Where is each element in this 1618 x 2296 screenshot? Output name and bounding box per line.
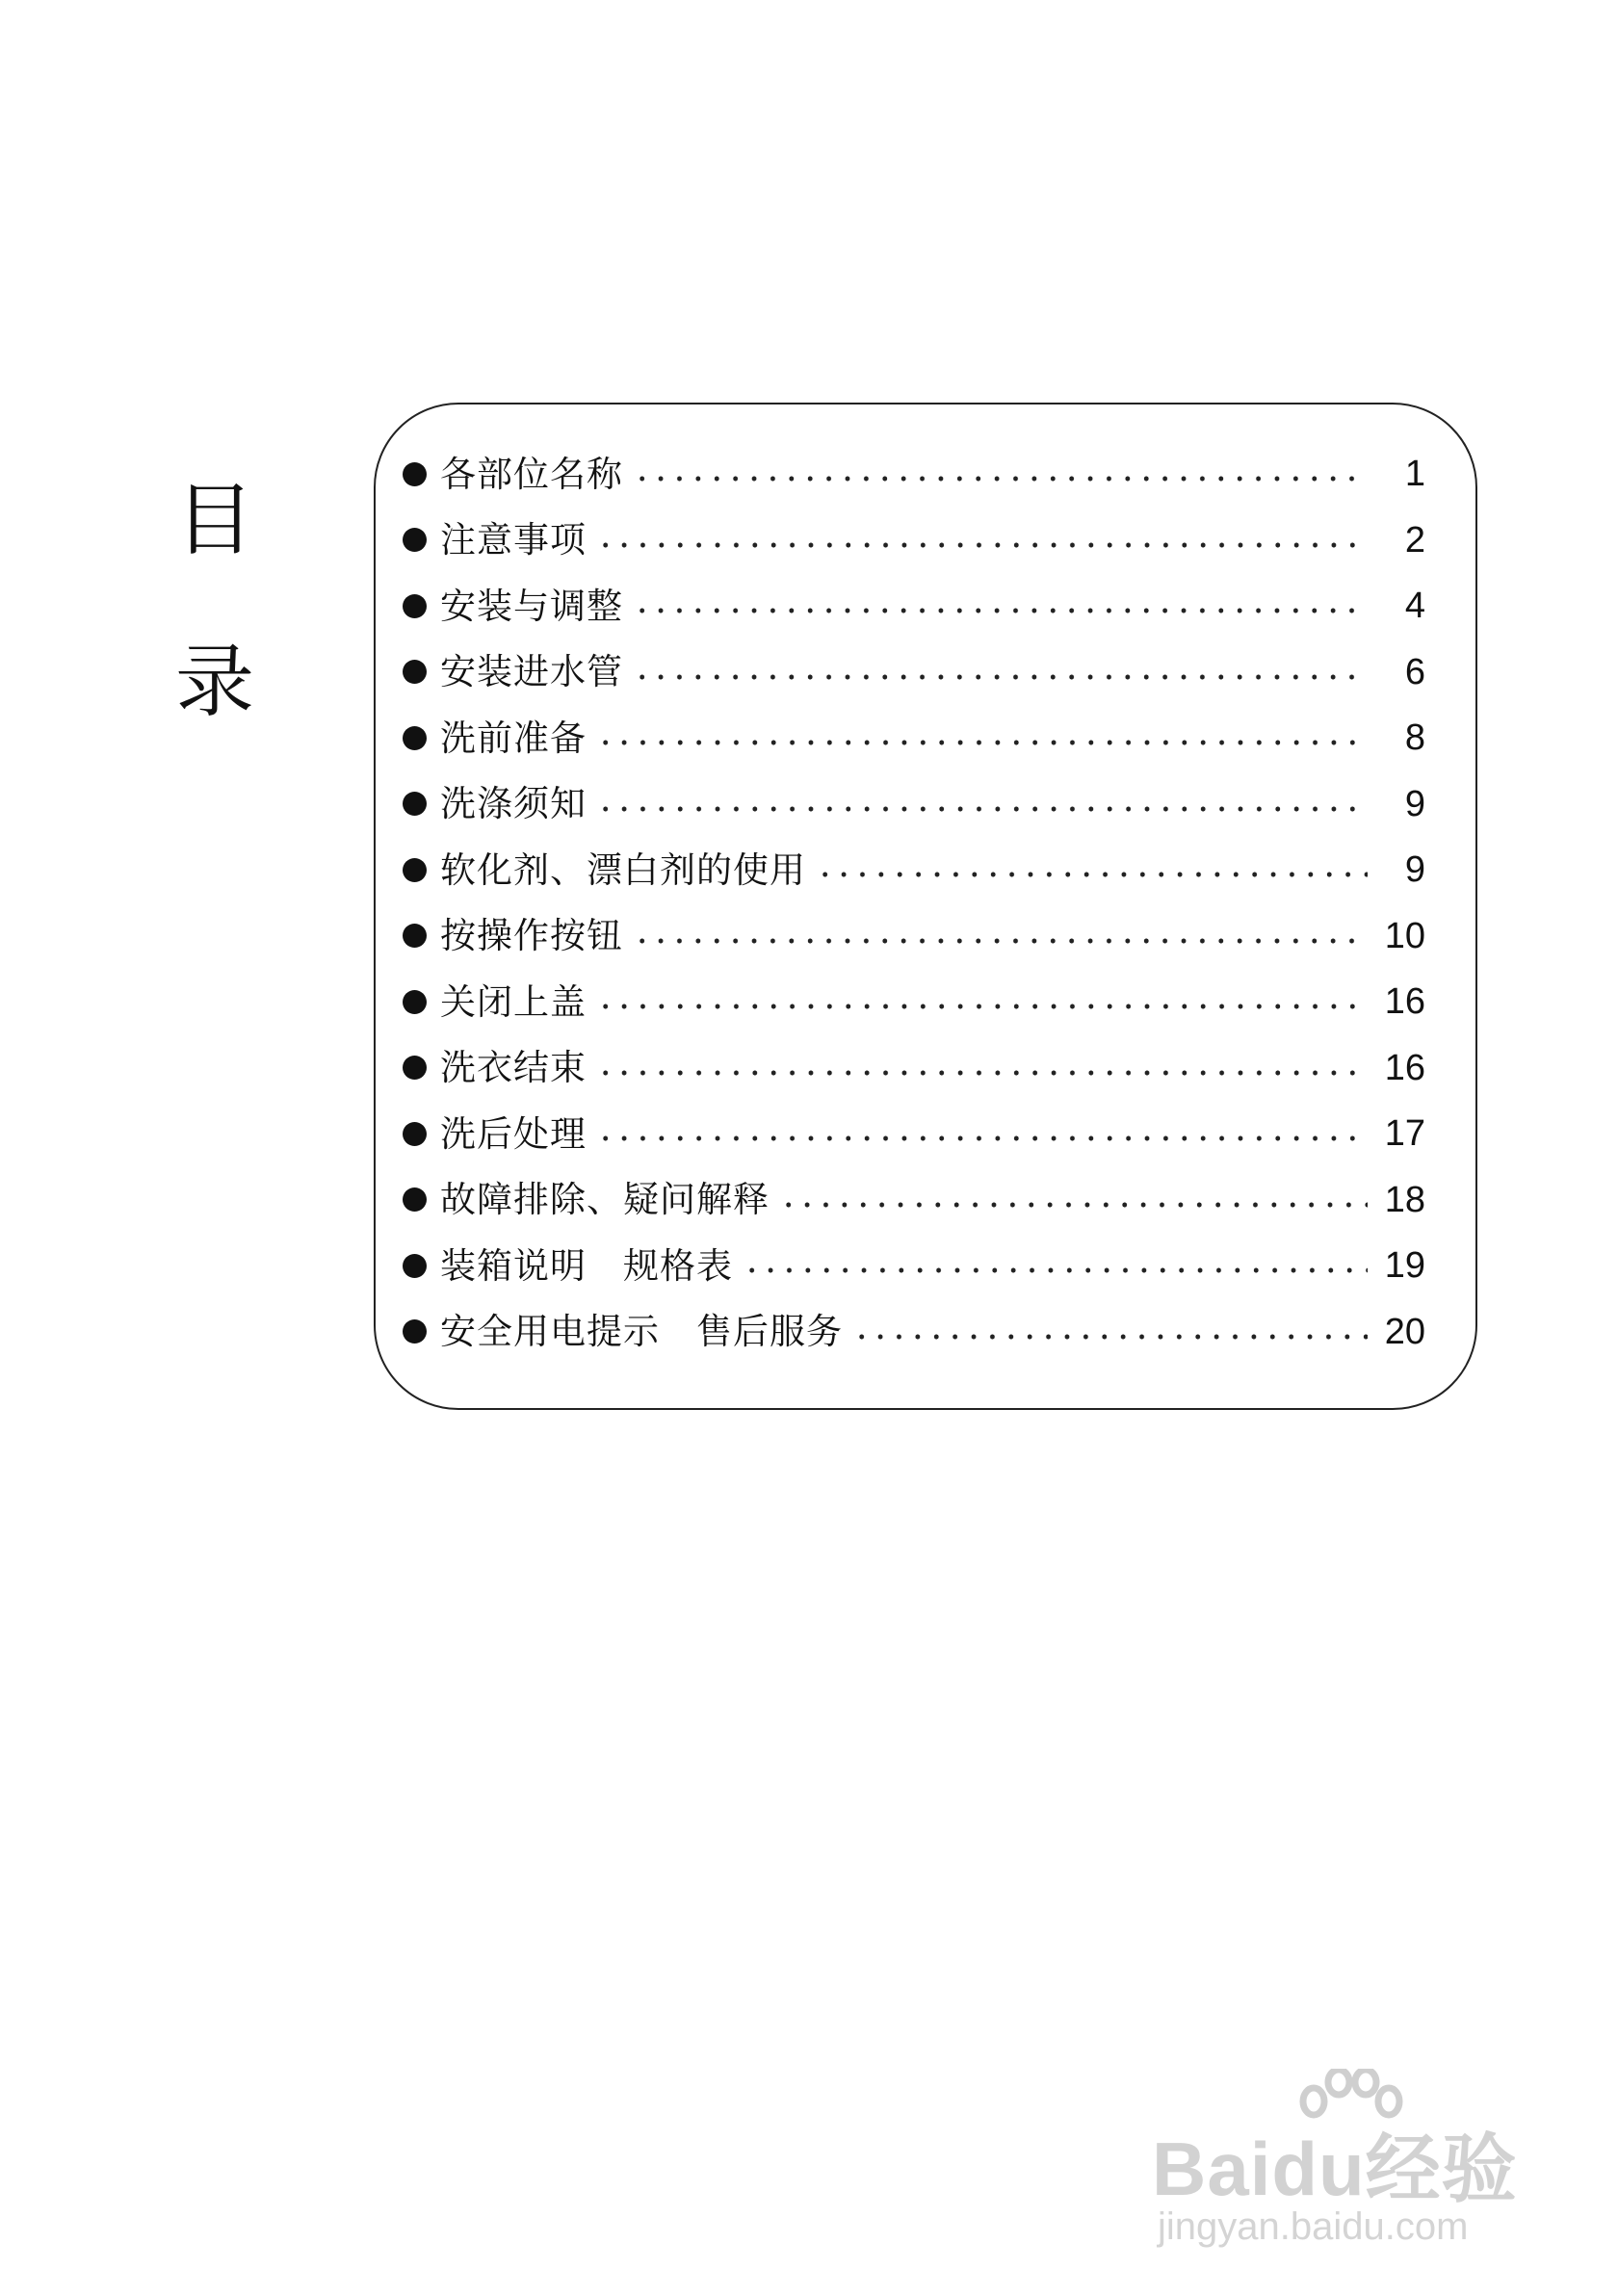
toc-page-number: 18 — [1384, 1179, 1425, 1220]
toc-list — [403, 441, 1425, 1365]
toc-page-number: 9 — [1404, 849, 1425, 891]
toc-page-number: 9 — [1404, 783, 1425, 824]
page-title-char-2: 录 — [174, 637, 254, 728]
leader-dots — [743, 1267, 1368, 1273]
toc-entry[interactable] — [403, 705, 1425, 771]
toc-page-number: 16 — [1384, 1047, 1425, 1088]
toc-entry[interactable] — [403, 573, 1425, 639]
leader-dots — [596, 806, 1368, 812]
watermark-url: jingyan.baidu.com — [1158, 2205, 1469, 2248]
leader-dots — [633, 674, 1368, 680]
toc-entry-title: 故障排除、疑问解释 — [440, 1179, 770, 1221]
bullet-icon — [403, 1319, 427, 1344]
toc-page-number: 16 — [1384, 981, 1425, 1023]
toc-entry[interactable] — [403, 903, 1425, 970]
toc-entry-title: 关闭上盖 — [440, 980, 587, 1023]
leader-dots — [596, 1070, 1368, 1076]
toc-entry[interactable] — [403, 837, 1425, 903]
toc-entry[interactable] — [403, 969, 1425, 1035]
toc-page-number: 20 — [1384, 1311, 1425, 1352]
toc-page-number: 4 — [1404, 586, 1425, 627]
toc-entry[interactable] — [403, 639, 1425, 706]
toc-entry-title: 按操作按钮 — [440, 915, 623, 957]
bullet-icon — [403, 1122, 427, 1146]
toc-entry-title: 洗涤须知 — [440, 783, 587, 825]
toc-entry[interactable] — [403, 508, 1425, 574]
leader-dots — [633, 476, 1368, 482]
toc-entry-title: 安装进水管 — [440, 651, 623, 693]
toc-entry-title: 各部位名称 — [440, 453, 623, 495]
bullet-icon — [403, 660, 427, 684]
toc-entry-title: 装箱说明 规格表 — [440, 1244, 733, 1287]
page-title-char-1: 目 — [174, 475, 254, 566]
leader-dots — [596, 1004, 1368, 1009]
toc-entry-title: 安装与调整 — [440, 585, 623, 627]
table-of-contents — [374, 403, 1477, 1410]
toc-entry[interactable] — [403, 1299, 1425, 1366]
toc-entry-title: 洗后处理 — [440, 1112, 587, 1155]
bullet-icon — [403, 726, 427, 750]
toc-entry-title: 软化剂、漂白剂的使用 — [440, 848, 806, 891]
bullet-icon — [403, 858, 427, 882]
toc-entry-title: 安全用电提示 售后服务 — [440, 1311, 843, 1353]
bullet-icon — [403, 594, 427, 618]
toc-entry-title: 洗前准备 — [440, 717, 587, 759]
leader-dots — [633, 608, 1368, 613]
leader-dots — [816, 872, 1368, 877]
toc-entry[interactable] — [403, 1233, 1425, 1299]
leader-dots — [596, 740, 1368, 745]
leader-dots — [779, 1202, 1368, 1208]
bullet-icon — [403, 990, 427, 1014]
bullet-icon — [403, 1187, 427, 1212]
toc-page-number: 17 — [1384, 1113, 1425, 1155]
toc-page-number: 19 — [1384, 1245, 1425, 1287]
bullet-icon — [403, 792, 427, 816]
baidu-jingyan-watermark — [1152, 2069, 1556, 2261]
leader-dots — [852, 1334, 1368, 1340]
bullet-icon — [403, 924, 427, 948]
toc-page-number: 2 — [1404, 519, 1425, 561]
page-title — [171, 475, 258, 728]
watermark-brand: Baidu经验 — [1152, 2126, 1518, 2211]
bullet-icon — [403, 1254, 427, 1278]
toc-entry-title: 注意事项 — [440, 519, 587, 561]
toc-entry[interactable] — [403, 1035, 1425, 1102]
toc-page-number: 6 — [1404, 651, 1425, 692]
toc-entry[interactable] — [403, 441, 1425, 508]
toc-entry[interactable] — [403, 1101, 1425, 1167]
toc-page-number: 10 — [1384, 915, 1425, 956]
leader-dots — [596, 542, 1368, 548]
toc-entry[interactable] — [403, 1167, 1425, 1234]
bullet-icon — [403, 528, 427, 552]
bullet-icon — [403, 462, 427, 486]
toc-page-number: 1 — [1404, 454, 1425, 495]
toc-page-number: 8 — [1404, 718, 1425, 759]
leader-dots — [596, 1135, 1368, 1141]
bullet-icon — [403, 1056, 427, 1080]
toc-entry[interactable] — [403, 771, 1425, 838]
toc-entry-title: 洗衣结束 — [440, 1047, 587, 1089]
leader-dots — [633, 938, 1368, 944]
